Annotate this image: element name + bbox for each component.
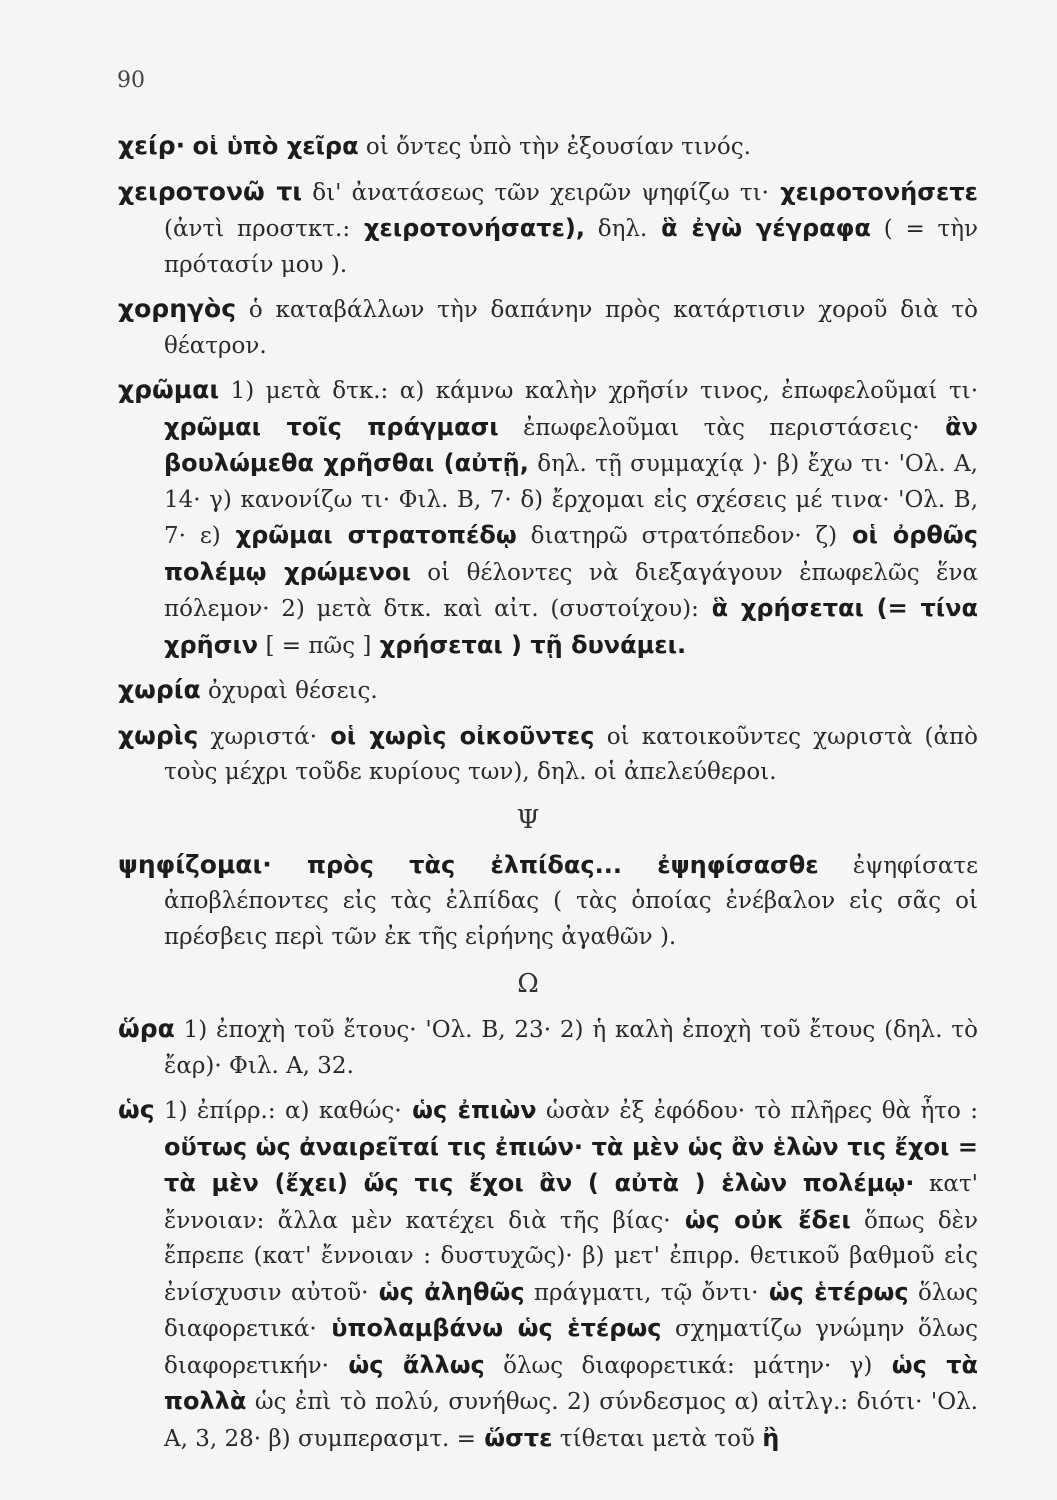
definition: [ = πῶς ] <box>258 632 372 659</box>
entry-chromai <box>118 372 978 664</box>
entry-choris <box>118 718 978 791</box>
phrase: πρὸς τὰς ἐλπίδας... <box>271 850 622 879</box>
definition: ἐπωφελοῦμαι τὰς περιστάσεις· <box>498 414 920 441</box>
headword: χειροτονῶ τι <box>118 176 303 206</box>
phrase: ἃ ἐγὼ γέγραφα <box>647 214 871 242</box>
definition: οἱ ὄντες ὑπὸ τὴν ἐξουσίαν τινός. <box>358 134 751 160</box>
glossary-entries <box>118 128 978 1465</box>
definition: ὡς ἐπὶ τὸ πολύ, συνήθως. 2) σύνδεσμος α) αἰτλγ.: διότι· 'Ολ. Α, 3, 28· β) συμπερασμτ. = <box>164 1389 978 1452</box>
entry-cheirotono <box>118 174 978 284</box>
phrase: χειροτονήσατε), <box>350 214 585 242</box>
phrase: ἢ <box>762 1423 780 1452</box>
definition: ἐψηφίσατε ἀποβλέποντες εἰς τὰς ἐλπίδας ( τὰς ὁποίας ἐνέβαλον εἰς σᾶς οἱ πρέσβεις περὶ τῶν ἐκ τῆς εἰρήνης ἀγαθῶν ). <box>164 852 978 950</box>
entry-psephizomai <box>118 847 978 956</box>
headword: ὥρα <box>118 1014 175 1043</box>
phrase: ὡς ἀληθῶς <box>368 1277 525 1306</box>
definition: ὀχυραὶ θέσεις. <box>200 678 378 704</box>
phrase: ἃ χρήσεται (= τίνα χρῆσιν <box>164 594 978 659</box>
definition: ὅπως δὲν ἔπρεπε (κατ' ἔννοιαν : δυστυχῶς)· β) μετ' ἐπιρρ. θετικοῦ βαθμοῦ εἰς ἐνίσχυσιν αὐτοῦ· <box>164 1207 978 1306</box>
entry-hos <box>118 1092 978 1457</box>
phrase: χρήσεται ) τῇ δυνάμει. <box>371 630 687 659</box>
headword: χωρὶς <box>118 720 199 750</box>
headword: χορηγὸς <box>118 294 237 323</box>
phrase: οὕτως ὡς ἀναιρεῖταί τις ἐπιών· τὰ μὲν ὡς ἂν ἑλὼν τις ἔχοι = τὰ μὲν (ἔχει) ὥς τις ἔχοι ἂν ( αὐτὰ ) ἑλὼν πολέμῳ· <box>164 1132 978 1197</box>
definition: 1) ἐπίρρ.: α) καθώς· <box>154 1098 402 1124</box>
headword: χρῶμαι <box>118 375 220 404</box>
headword: χωρία <box>118 675 201 704</box>
definition: ὅλως διαφορετικά: μάτην· γ) <box>484 1352 873 1379</box>
definition: (ἀντὶ προστκτ.: <box>164 216 351 242</box>
phrase: οἱ ὑπὸ χεῖρα <box>192 132 359 160</box>
definition: κατ' ἔννοιαν: ἄλλα μὲν κατέχει διὰ τῆς βίας· <box>164 1171 979 1234</box>
definition: χωριστά· <box>198 723 318 750</box>
definition: ( = τὴν πρότασίν μου ). <box>164 216 979 278</box>
definition: πράγματι, τῷ ὄντι· <box>524 1279 759 1306</box>
page-number: 90 <box>117 68 145 93</box>
definition: οἱ θέλοντες νὰ διεξαγάγουν ἐπωφελῶς ἕνα πόλεμον· 2) μετὰ δτκ. καὶ αἰτ. (συστοίχου): <box>164 559 978 622</box>
definition: διατηρῶ στρατόπεδον· ζ) <box>516 523 838 549</box>
phrase: χρῶμαι στρατοπέδῳ <box>220 521 517 549</box>
definition: οἱ κατοικοῦντες χωριστὰ (ἀπὸ τοὺς μέχρι τοῦδε κυρίους των), δηλ. οἱ ἀπελεύθεροι. <box>164 723 979 785</box>
definition: δηλ. τῇ συμμαχίᾳ )· β) ἔχω τι· 'Ολ. Α, 14· γ) κανονίζω τι· Φιλ. Β, 7· δ) ἔρχομαι εἰς σχέσεις μέ τινα· 'Ολ. Β, 7· ε) <box>164 451 978 549</box>
phrase: ὡς ἐπιὼν <box>401 1096 537 1124</box>
section-letter-psi: Ψ <box>516 804 540 835</box>
section-letter-omega: Ω <box>517 969 539 999</box>
entry-choregos <box>118 291 978 364</box>
definition: δηλ. <box>585 216 648 242</box>
phrase: χειροτονήσετε <box>768 177 978 206</box>
entry-hora <box>118 1011 978 1084</box>
definition: 1) μετὰ δτκ.: α) κάμνω καλὴν χρῆσίν τινος, ἐπωφελοῦμαί τι· <box>219 378 978 404</box>
phrase: οἱ χωρὶς οἰκοῦντες <box>317 721 595 750</box>
definition: τίθεται μετὰ τοῦ <box>552 1425 755 1452</box>
definition: ὅλως διαφορετικά· <box>164 1279 979 1342</box>
definition: δι' ἀνατάσεως τῶν χειρῶν ψηφίζω τι· <box>302 179 769 206</box>
headword: ὡς <box>118 1095 155 1124</box>
phrase: ὡς ἑτέρως <box>758 1277 909 1306</box>
phrase: ἐψηφίσασθε <box>621 850 819 879</box>
phrase: ὑπολαμβάνω ὡς ἑτέρως <box>316 1314 662 1342</box>
phrase: ὡς οὐκ ἔδει <box>670 1205 851 1234</box>
entry-choria <box>118 672 978 710</box>
phrase: οἱ ὀρθῶς πολέμῳ χρώμενοι <box>164 521 978 586</box>
entry-cheir <box>118 128 978 166</box>
phrase: ὡς ἄλλως <box>328 1350 485 1379</box>
headword: χείρ· <box>118 131 186 160</box>
definition: ὡσὰν ἐξ ἐφόδου· τὸ πλῆρες θὰ ἦτο : <box>536 1098 979 1124</box>
phrase: χρῶμαι τοῖς πράγμασι <box>164 412 499 441</box>
phrase: ὥστε <box>475 1423 553 1452</box>
phrase: ἂν βουλώμεθα χρῆσθαι (αὐτῇ, <box>164 412 979 477</box>
headword: ψηφίζομαι· <box>118 849 272 879</box>
phrase: ὡς τὰ πολλὰ <box>164 1350 979 1415</box>
definition: σχηματίζω γνώμην ὅλως διαφορετικήν· <box>164 1316 979 1379</box>
definition: ὁ καταβάλλων τὴν δαπάνην πρὸς κατάρτισιν χοροῦ διὰ τὸ θέατρον. <box>164 297 978 359</box>
definition: 1) ἐποχὴ τοῦ ἔτους· 'Ολ. Β, 23· 2) ἡ καλὴ ἐποχὴ τοῦ ἔτους (δηλ. τὸ ἔαρ)· Φιλ. Α, 32. <box>164 1017 978 1079</box>
